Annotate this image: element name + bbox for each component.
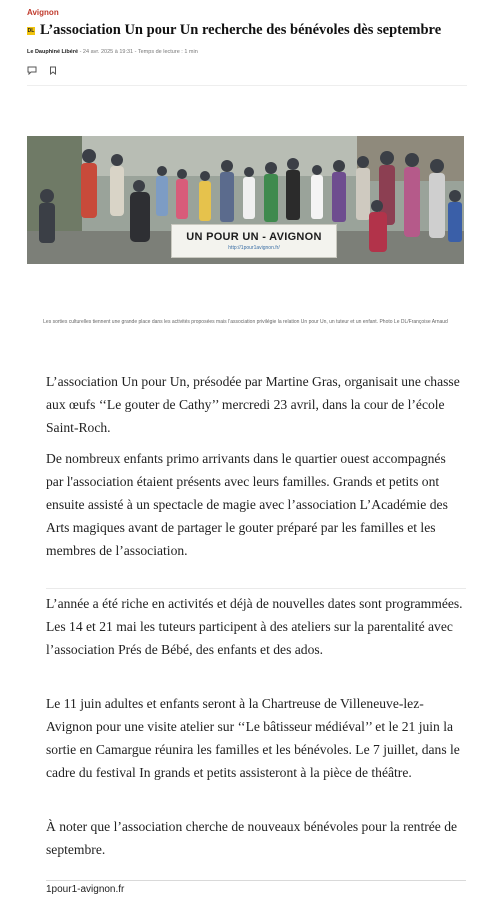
photo-banner <box>171 224 337 258</box>
article-paragraph: L’année a été riche en activités et déjà de nouvelles dates sont programmées. Les 14 et 21 mai les tuteurs participent à des ateliers sur la parentalité avec l’association Prés de Bébé, des enfants et des ados. <box>46 596 463 657</box>
source-logo-icon: DL <box>27 27 35 34</box>
article-paragraph: De nombreux enfants primo arrivants dans le quartier ouest accompagnés par l'association étaient présents avec leurs familles. Grands et petits ont ensuite assisté à un spectacle de magie avec l’association L’Académie des Arts magiques avant de partager le gouter préparé par les familles et les membres de l’association. <box>46 451 448 558</box>
comment-icon[interactable] <box>27 66 37 75</box>
banner-url: http://1pour1avignon.fr/ <box>228 245 280 251</box>
footer-link[interactable]: 1pour1-avignon.fr <box>46 884 125 895</box>
article-actions <box>27 66 57 75</box>
article-paragraph: L’association Un pour Un, présodée par Martine Gras, organisait une chasse aux œufs ‘‘Le gouter de Cathy’’ mercredi 23 avril, dans la cour de l’école Saint-Roch. <box>46 374 460 435</box>
bookmark-icon[interactable] <box>49 66 57 75</box>
article-paragraph: À noter que l’association cherche de nouveaux bénévoles pour la rentrée de septembre. <box>46 819 458 857</box>
section-divider <box>46 588 466 589</box>
article-paragraph: Le 11 juin adultes et enfants seront à la Chartreuse de Villeneuve-lez- Avignon pour une visite atelier sur ‘‘Le bâtisseur médiéval’’ et le 21 juin la sortie en Camargue réunira les familles et les bénévoles. Le 7 juillet, dans le cadre du festival In grands et petits assisteront à la pièce de théâtre. <box>46 696 460 780</box>
category-label[interactable]: Avignon <box>27 8 59 17</box>
headline-row <box>27 22 467 39</box>
article-title: L’association Un pour Un recherche des bénévoles dès septembre <box>40 22 442 38</box>
source-name[interactable]: Le Dauphiné Libéré <box>27 49 79 55</box>
header-divider <box>27 85 467 86</box>
article-meta <box>27 49 198 55</box>
article-date-readtime: - 24 avr. 2025 à 19:31 - Temps de lecture : 1 min <box>78 49 198 55</box>
banner-title: UN POUR UN - AVIGNON <box>186 231 322 243</box>
footer-divider <box>46 880 466 881</box>
photo-caption: Les sorties culturelles tiennent une grande place dans les activités proposées mais l’association privilégie la relation Un pour Un, un tuteur et un enfant. Photo Le DL/Françoise Arnaud <box>43 319 448 325</box>
